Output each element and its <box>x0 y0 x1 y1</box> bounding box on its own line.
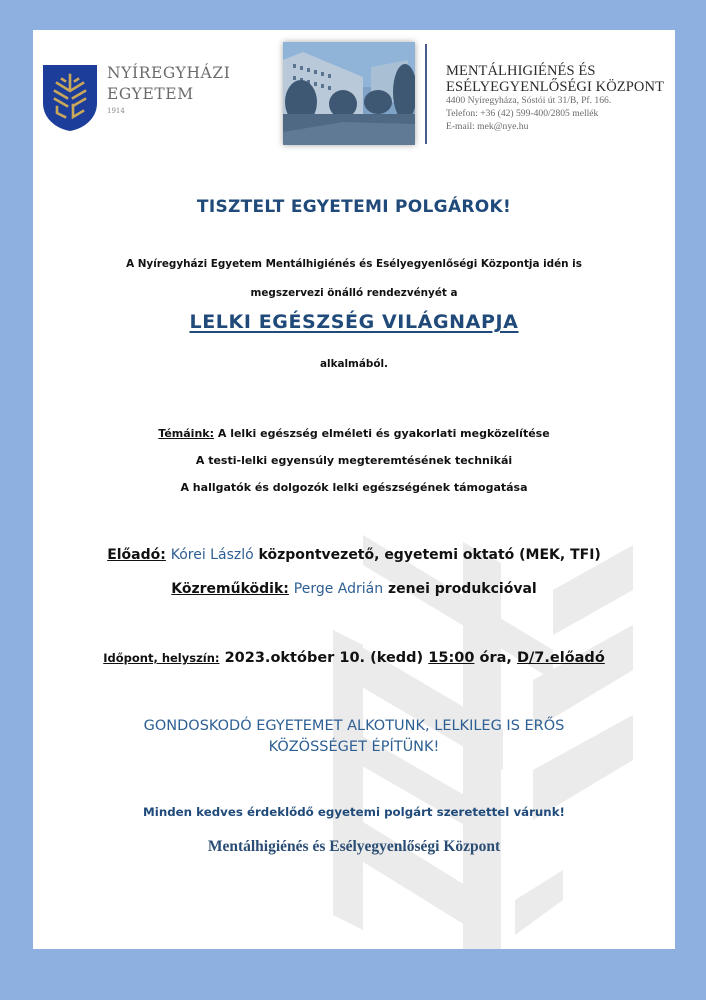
occasion-text: alkalmából. <box>320 358 388 370</box>
university-name-line1: NYÍREGYHÁZI <box>107 64 231 82</box>
center-phone: Telefon: +36 (42) 599-400/2805 mellék <box>446 108 599 119</box>
time-place-label: Időpont, helyszín: <box>103 651 220 665</box>
center-title-line2: ESÉLYEGYENLŐSÉGI KÖZPONT <box>446 79 665 95</box>
event-title <box>33 311 675 333</box>
center-title-line1: MENTÁLHIGIÉNÉS ÉS <box>446 63 596 79</box>
topic-3: A hallgatók és dolgozók lelki egészségének támogatása <box>180 481 528 494</box>
topic-1: A lelki egészség elméleti és gyakorlati megközelítése <box>217 427 550 440</box>
contributor-role: zenei produkcióval <box>387 581 537 597</box>
university-shield-logo <box>43 65 97 131</box>
poster-page <box>33 30 675 949</box>
time-place-line <box>33 650 675 666</box>
intro-line-1: A Nyíregyházi Egyetem Mentálhigiénés és Esélyegyenlőségi Központja idén is <box>126 258 582 270</box>
topics-label: Témáink: <box>158 427 215 440</box>
topic-line-1 <box>33 427 675 440</box>
campus-building-photo <box>283 42 415 145</box>
slogan <box>33 716 675 758</box>
speaker-label: Előadó: <box>107 547 166 563</box>
contributor-name: Perge Adrián <box>293 581 384 597</box>
slogan-line-2: KÖZÖSSÉGET ÉPÍTÜNK! <box>268 739 440 755</box>
hour-word: óra, <box>479 650 512 666</box>
center-contact-info <box>446 94 611 133</box>
event-place: D/7.előadó <box>516 650 605 666</box>
event-time: 15:00 <box>428 650 475 666</box>
event-date: 2023.október 10. (kedd) <box>224 650 424 666</box>
topic-2: A testi-lelki egyensúly megteremtésének technikái <box>195 454 513 467</box>
speaker-line <box>33 547 675 563</box>
university-name <box>107 63 230 105</box>
university-name-line2: EGYETEM <box>107 85 194 103</box>
center-email[interactable]: E-mail: mek@nye.hu <box>446 121 529 132</box>
intro-line-2: megszervezi önálló rendezvényét a <box>250 287 458 299</box>
contributor-line <box>33 581 675 597</box>
contributor-label: Közreműködik: <box>171 581 289 597</box>
event-title-text: LELKI EGÉSZSÉG VILÁGNAPJA <box>189 311 519 333</box>
speaker-name: Kórei László <box>170 547 254 563</box>
slogan-line-1: GONDOSKODÓ EGYETEMET ALKOTUNK, LELKILEG IS ERŐS <box>143 718 565 734</box>
signature: Mentálhigiénés és Esélyegyenlőségi Központ <box>207 838 501 855</box>
speaker-role: központvezető, egyetemi oktató (MEK, TFI) <box>258 547 601 563</box>
university-year: 1914 <box>107 107 125 115</box>
header-divider <box>425 44 427 144</box>
center-title <box>446 63 664 95</box>
welcome-text: Minden kedves érdeklődő egyetemi polgárt szeretettel várunk! <box>143 805 565 819</box>
center-address: 4400 Nyíregyháza, Sóstói út 31/B, Pf. 166. <box>446 95 612 106</box>
greeting-heading: TISZTELT EGYETEMI POLGÁROK! <box>196 197 512 217</box>
